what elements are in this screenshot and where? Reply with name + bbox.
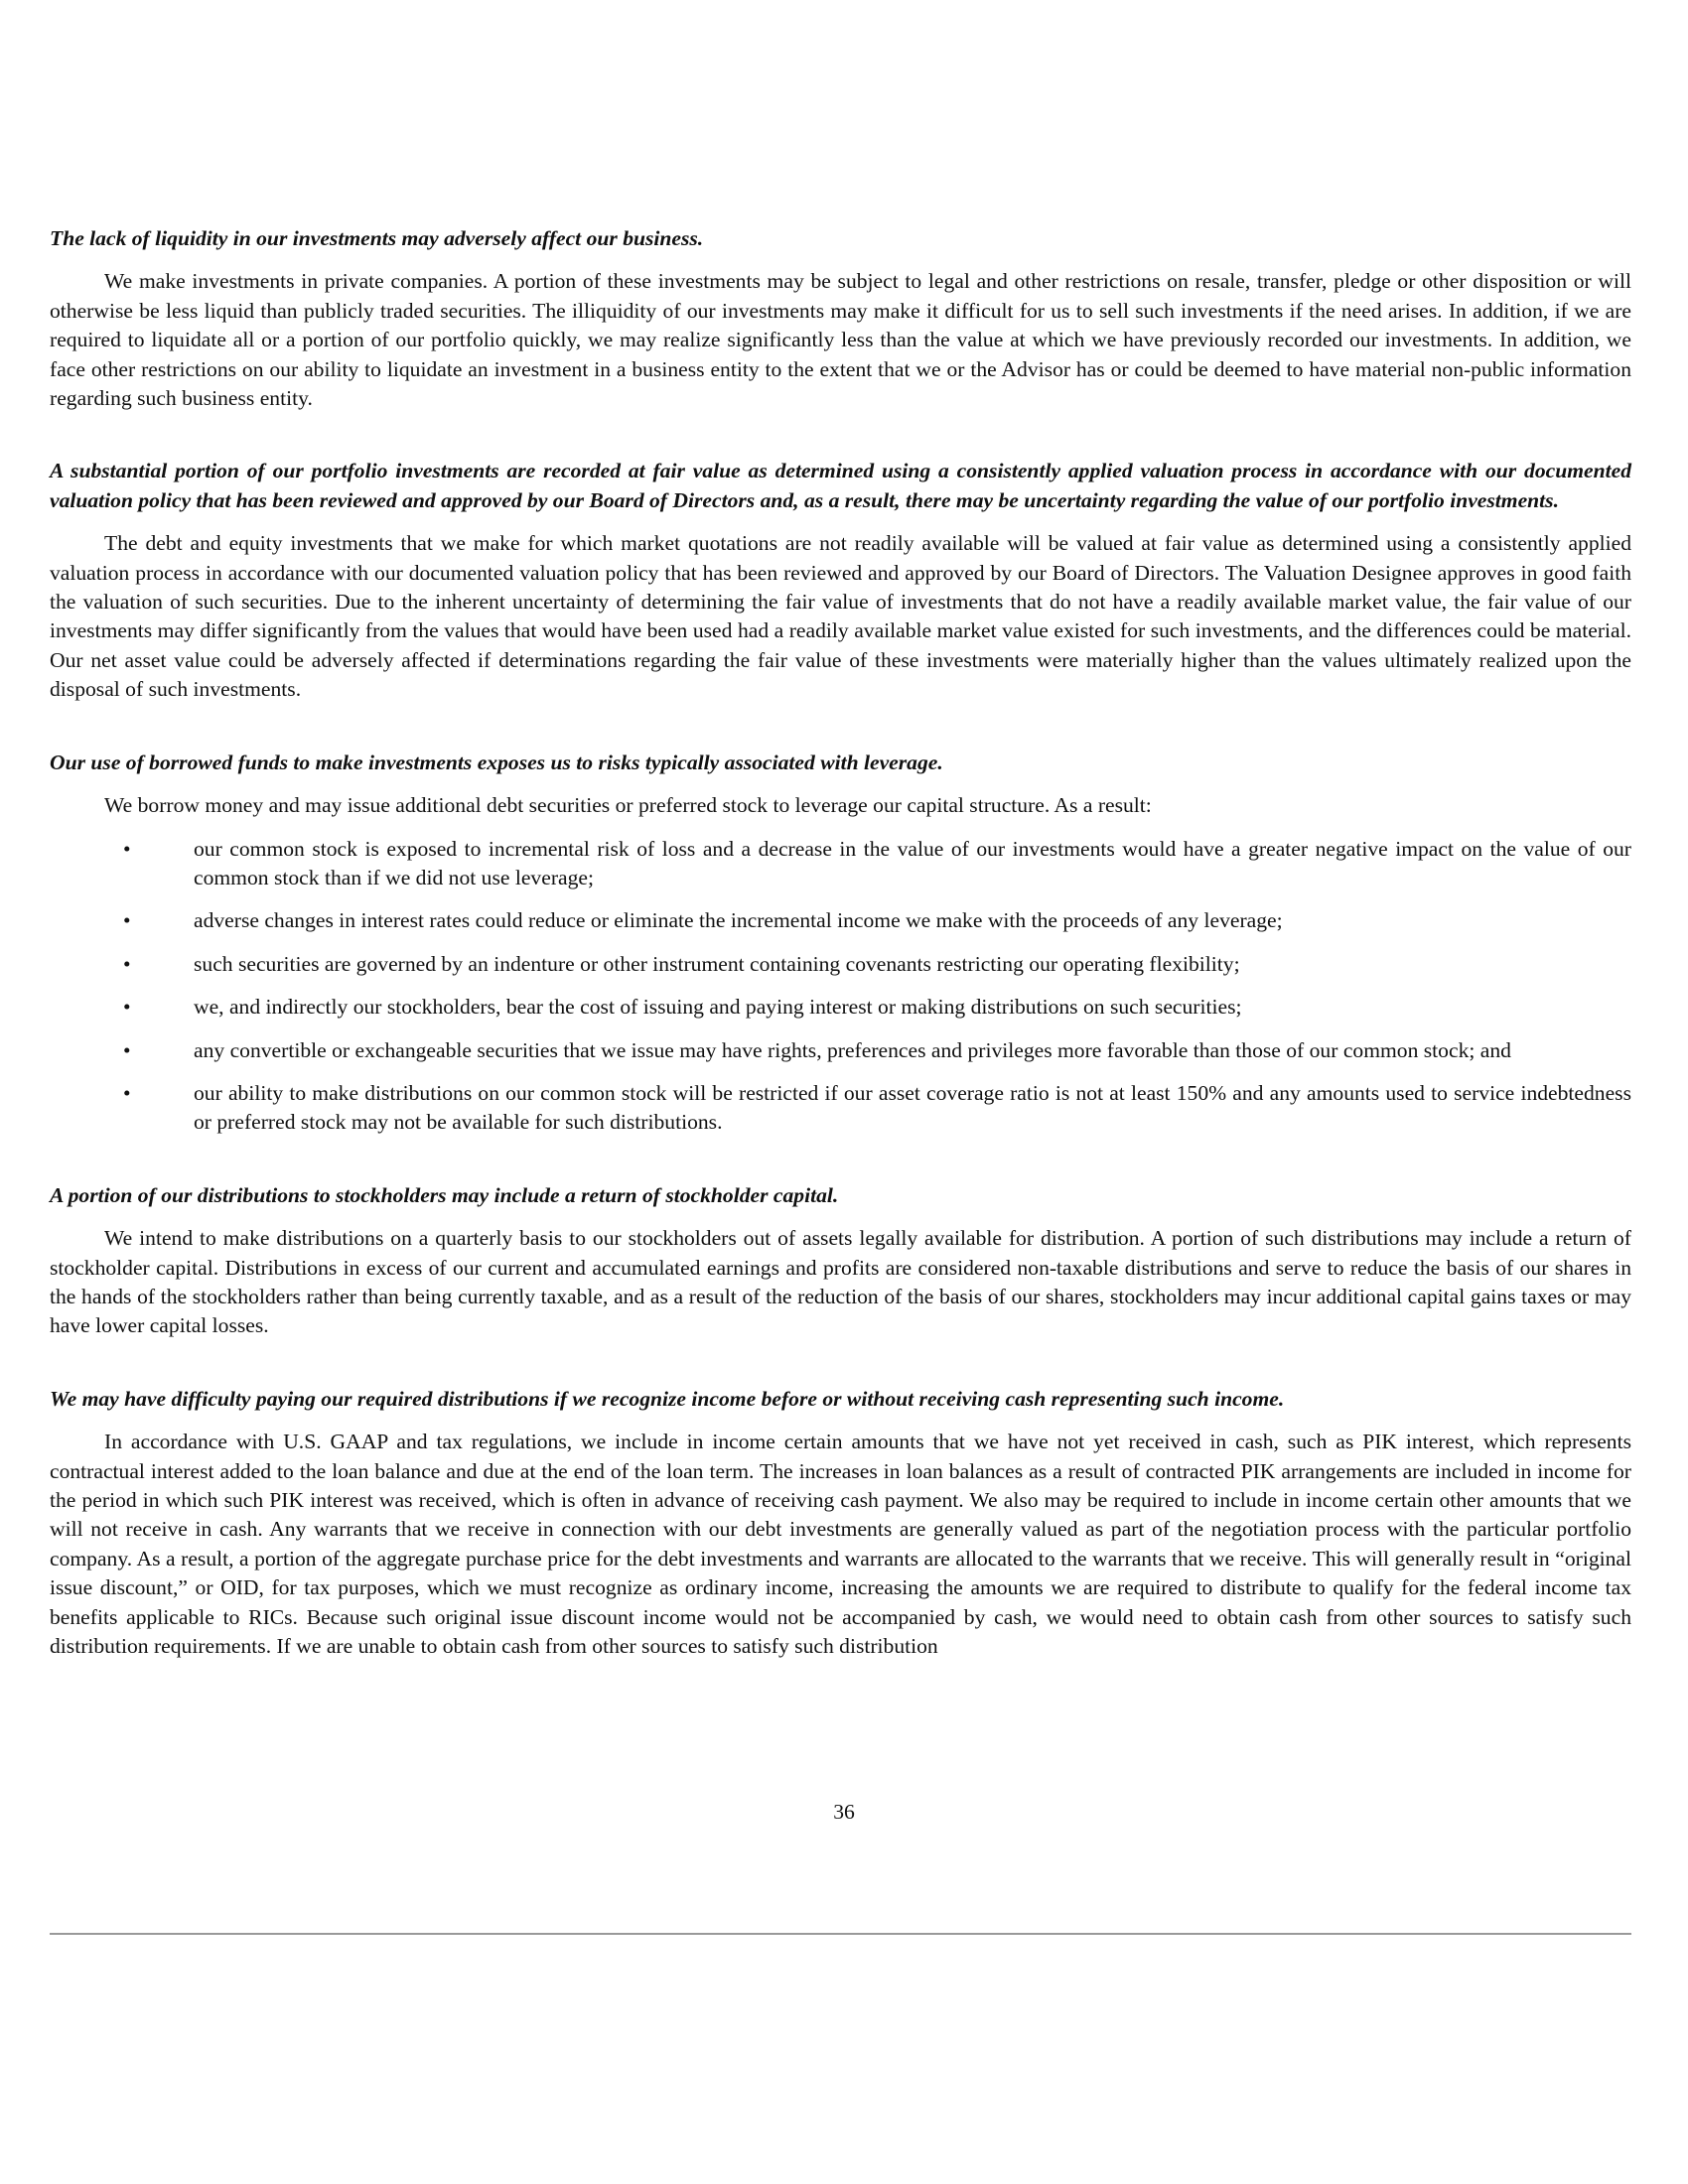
list-item	[50, 950, 1631, 979]
body-paragraph: In accordance with U.S. GAAP and tax regulations, we include in income certain amounts that we have not yet received in cash, such as PIK interest, which represents contractual interest added to the loan balance and due at the end of the loan term. The increases in loan balances as a result of contracted PIK arrangements are included in income for the period in which such PIK interest was received, which is often in advance of receiving cash payment. We also may be required to include in income certain other amounts that we will not receive in cash. Any warrants that we receive in connection with our debt investments are generally valued as part of the negotiation process with the particular portfolio company. As a result, a portion of the aggregate purchase price for the debt investments and warrants are allocated to the warrants that we receive. This will generally result in “original issue discount,” or OID, for tax purposes, which we must recognize as ordinary income, increasing the amounts we are required to distribute to qualify for the federal income tax benefits applicable to RICs. Because such original issue discount income would not be accompanied by cash, we would need to obtain cash from other sources to satisfy such distribution requirements. If we are unable to obtain cash from other sources to satisfy such distribution	[50, 1430, 1631, 1659]
page-number: 36	[833, 1800, 855, 1824]
bullet-icon: •	[123, 995, 131, 1020]
list-item	[50, 835, 1631, 893]
bullet-list	[50, 835, 1631, 1138]
section-liquidity-risk	[50, 224, 1631, 413]
bullet-icon: •	[123, 1080, 131, 1105]
section-heading: A portion of our distributions to stockholders may include a return of stockholder capital.	[50, 1182, 839, 1207]
section-return-of-capital-risk	[50, 1181, 1631, 1341]
list-item-text: our ability to make distributions on our common stock will be restricted if our asset coverage ratio is not at least 150% and any amounts used to service indebtedness or preferred stock may not be available for such distributions.	[194, 1080, 1631, 1135]
list-item	[50, 993, 1631, 1022]
section-heading: We may have difficulty paying our required distributions if we recognize income before or without receiving cash representing such income.	[50, 1386, 1285, 1411]
list-item	[50, 1079, 1631, 1138]
body-paragraph: We borrow money and may issue additional debt securities or preferred stock to leverage our capital structure. As a result:	[104, 793, 1152, 818]
section-heading: The lack of liquidity in our investments may adversely affect our business.	[50, 226, 704, 250]
bullet-icon: •	[123, 951, 131, 976]
document-page	[50, 224, 1631, 1661]
list-item	[50, 1036, 1631, 1065]
body-paragraph: We make investments in private companies. A portion of these investments may be subject to legal and other restrictions on resale, transfer, pledge or other disposition or will otherwise be less liquid than publicly traded securities. The illiquidity of our investments may make it difficult for us to sell such investments if the need arises. In addition, if we are required to liquidate all or a portion of our portfolio quickly, we may realize significantly less than the value at which we have previously recorded our investments. In addition, we face other restrictions on our ability to liquidate an investment in a business entity to the extent that we or the Advisor has or could be deemed to have material non-public information regarding such business entity.	[50, 269, 1631, 411]
list-item-text: our common stock is exposed to incremental risk of loss and a decrease in the value of our investments would have a greater negative impact on the value of our common stock than if we did not use leverage;	[194, 836, 1631, 889]
list-item-text: such securities are governed by an indenture or other instrument containing covenants restricting our operating flexibility;	[194, 951, 1240, 976]
list-item-text: adverse changes in interest rates could reduce or eliminate the incremental income we make with the proceeds of any leverage;	[194, 908, 1283, 933]
list-item-text: any convertible or exchangeable securities that we issue may have rights, preferences and privileges more favorable than those of our common stock; and	[194, 1037, 1511, 1062]
bullet-icon: •	[123, 908, 131, 933]
list-item-text: we, and indirectly our stockholders, bear the cost of issuing and paying interest or making distributions on such securities;	[194, 995, 1242, 1020]
section-heading: A substantial portion of our portfolio investments are recorded at fair value as determined using a consistently applied valuation process in accordance with our documented valuation policy that has been reviewed and approved by our Board of Directors and, as a result, there may be uncertainty regarding the value of our portfolio investments.	[50, 459, 1631, 512]
list-item	[50, 906, 1631, 935]
section-distribution-difficulty-risk	[50, 1385, 1631, 1662]
section-fair-value-risk	[50, 457, 1631, 704]
body-paragraph: The debt and equity investments that we make for which market quotations are not readily available will be valued at fair value as determined using a consistently applied valuation process in accordance with our documented valuation policy that has been reviewed and approved by our Board of Directors. The Valuation Designee approves in good faith the valuation of such securities. Due to the inherent uncertainty of determining the fair value of investments that do not have a readily available market value, the fair value of our investments may differ significantly from the values that would have been used had a readily available market value existed for such investments, and the differences could be material. Our net asset value could be adversely affected if determinations regarding the fair value of these investments were materially higher than the values ultimately realized upon the disposal of such investments.	[50, 531, 1631, 702]
bullet-icon: •	[123, 836, 131, 861]
section-heading: Our use of borrowed funds to make investments exposes us to risks typically associated with leverage.	[50, 750, 943, 774]
body-paragraph: We intend to make distributions on a quarterly basis to our stockholders out of assets legally available for distribution. A portion of such distributions may include a return of stockholder capital. Distributions in excess of our current and accumulated earnings and profits are considered non-taxable distributions and serve to reduce the basis of our shares in the hands of the stockholders rather than being currently taxable, and as a result of the reduction of the basis of our shares, stockholders may incur additional capital gains taxes or may have lower capital losses.	[50, 1226, 1631, 1338]
bullet-icon: •	[123, 1037, 131, 1062]
section-leverage-risk	[50, 749, 1631, 1138]
page-divider	[50, 1933, 1631, 1935]
